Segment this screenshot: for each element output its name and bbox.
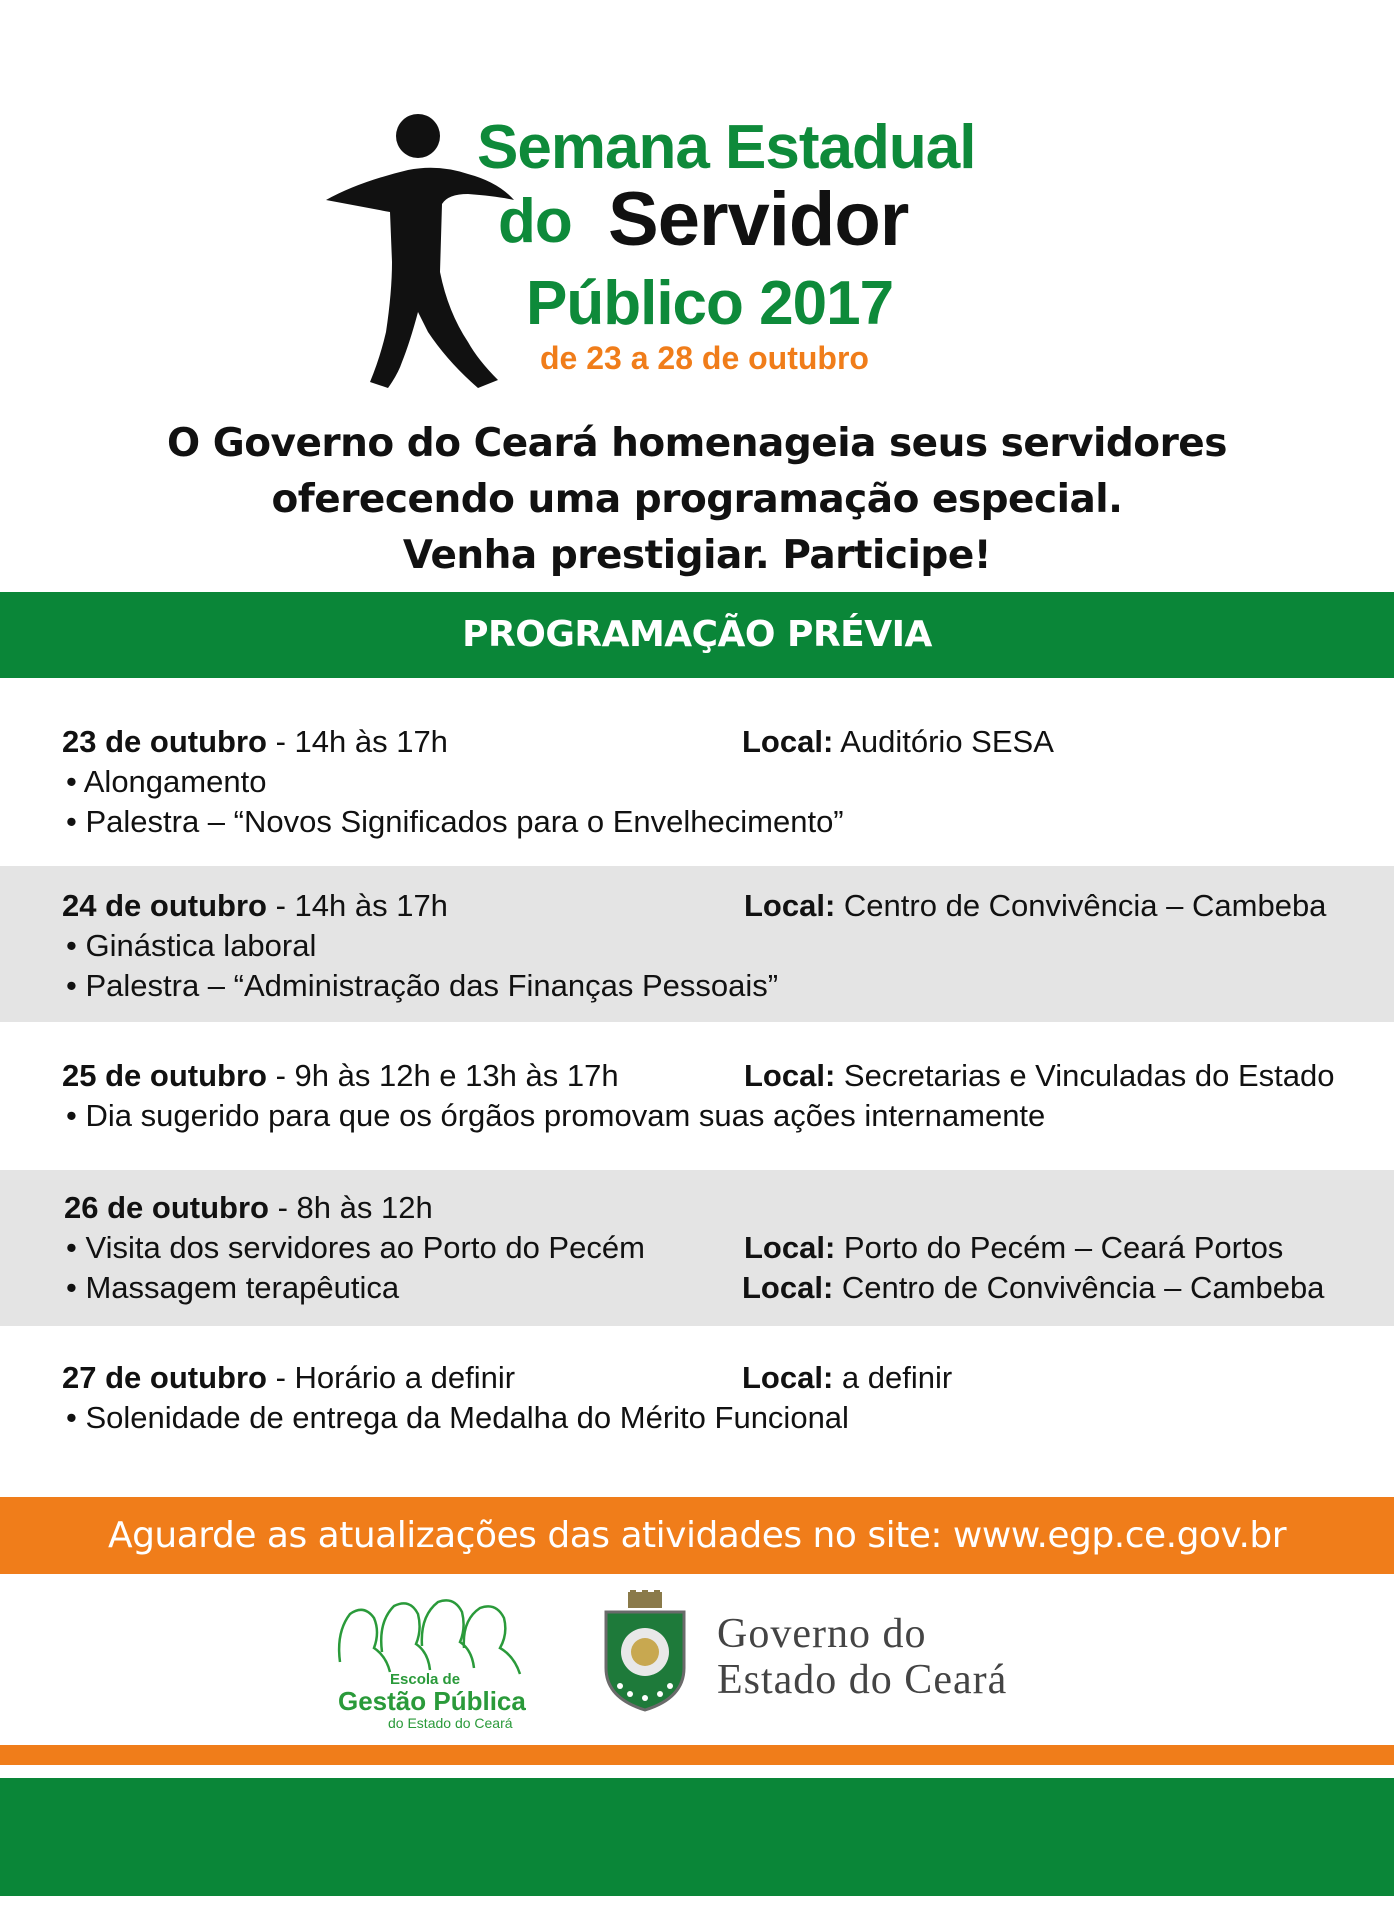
gov-logo-line-1: Governo do: [717, 1611, 927, 1657]
bottom-green-band: [0, 1778, 1394, 1896]
activity-item: • Alongamento: [66, 764, 267, 799]
day-location: [742, 1270, 1324, 1306]
day-time: - Horário a definir: [275, 1360, 516, 1395]
title-line-2-prefix: do: [498, 187, 572, 256]
activity-item: • Palestra – “Administração das Finanças Pessoais”: [66, 968, 779, 1003]
day-date: 23 de outubro: [62, 724, 267, 759]
activity-item: • Solenidade de entrega da Medalha do Mérito Funcional: [66, 1400, 849, 1435]
title-line-1: Semana Estadual: [477, 113, 976, 182]
day-time: - 14h às 17h: [275, 724, 448, 759]
activity-item: • Dia sugerido para que os órgãos promovam suas ações internamente: [66, 1098, 1046, 1133]
day-header: [62, 888, 448, 924]
intro-line-1: O Governo do Ceará homenageia seus servidores: [167, 421, 1227, 466]
day-header: [62, 724, 448, 760]
location-value: Auditório SESA: [840, 724, 1054, 759]
egp-line-3: do Estado do Ceará: [388, 1715, 513, 1731]
day-header: [64, 1190, 433, 1226]
egp-line-2: Gestão Pública: [338, 1686, 526, 1716]
program-title: PROGRAMAÇÃO PRÉVIA: [462, 614, 932, 655]
schedule-day-26: [0, 1170, 1394, 1326]
schedule-day-23: [0, 690, 1394, 842]
day-time: - 9h às 12h e 13h às 17h: [275, 1058, 619, 1093]
egp-logo: [330, 1592, 540, 1732]
location-value: Porto do Pecém – Ceará Portos: [843, 1230, 1284, 1265]
day-time: - 14h às 17h: [275, 888, 448, 923]
location-label: Local:: [742, 724, 834, 759]
location-value: Secretarias e Vinculadas do Estado: [843, 1058, 1335, 1093]
gov-logo-line-2: Estado do Ceará: [717, 1657, 1008, 1703]
day-header: [62, 1058, 619, 1094]
day-date: 26 de outubro: [64, 1190, 269, 1225]
intro-text: [0, 416, 1394, 584]
event-dates: de 23 a 28 de outubro: [540, 340, 869, 376]
schedule-day-27: [0, 1334, 1394, 1474]
location-label: Local:: [744, 1230, 836, 1265]
location-value: Centro de Convivência – Cambeba: [843, 888, 1327, 923]
location-label: Local:: [744, 1058, 836, 1093]
day-date: 25 de outubro: [62, 1058, 267, 1093]
day-date: 27 de outubro: [62, 1360, 267, 1395]
intro-line-3: Venha prestigiar. Participe!: [402, 533, 992, 578]
location-value: Centro de Convivência – Cambeba: [841, 1270, 1325, 1305]
schedule-day-24: [0, 866, 1394, 1022]
day-header: [62, 1360, 515, 1396]
activity-item: • Massagem terapêutica: [66, 1270, 400, 1305]
day-location: [744, 1058, 1335, 1094]
intro-line-2: oferecendo uma programação especial.: [271, 477, 1123, 522]
day-date: 24 de outubro: [62, 888, 267, 923]
location-value: a definir: [841, 1360, 953, 1395]
activity-item: • Visita dos servidores ao Porto do Pecém: [66, 1230, 645, 1265]
day-time: - 8h às 12h: [277, 1190, 433, 1225]
day-location: [742, 1360, 952, 1396]
day-location: [742, 724, 1054, 760]
ceara-crest-icon: [600, 1590, 690, 1712]
title-line-2-main: Servidor: [608, 177, 909, 262]
bottom-orange-stripe: [0, 1745, 1394, 1765]
day-location: [744, 1230, 1283, 1266]
activity-item: • Ginástica laboral: [66, 928, 317, 963]
location-label: Local:: [744, 888, 836, 923]
location-label: Local:: [742, 1360, 834, 1395]
title-line-3: Público 2017: [526, 269, 894, 338]
activity-item: • Palestra – “Novos Significados para o Envelhecimento”: [66, 804, 844, 839]
day-location: [744, 888, 1326, 924]
egp-line-1: Escola de: [390, 1671, 461, 1688]
schedule-day-25: [0, 1030, 1394, 1150]
location-label: Local:: [742, 1270, 834, 1305]
updates-text: Aguarde as atualizações das atividades no site: www.egp.ce.gov.br: [107, 1515, 1287, 1556]
